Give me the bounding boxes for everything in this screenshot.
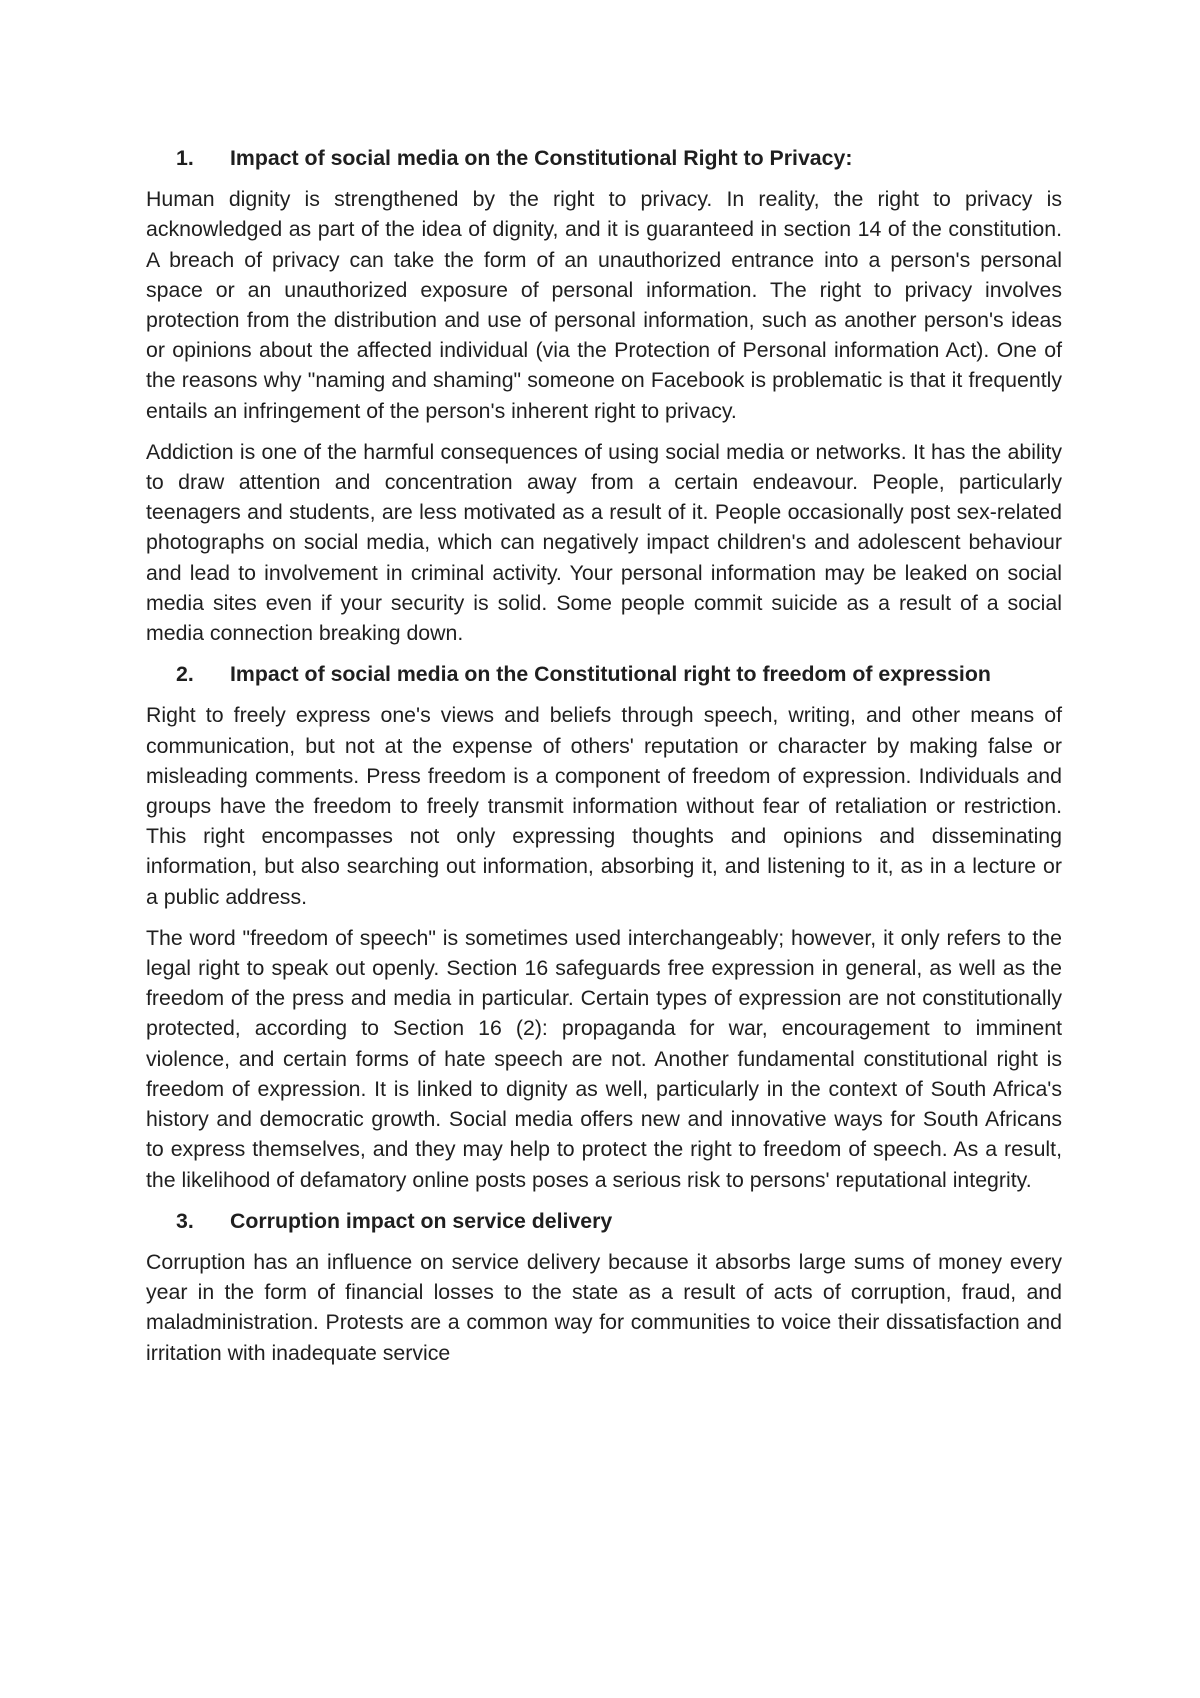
section-freedom-of-expression (146, 659, 1062, 1194)
section-heading (146, 143, 1062, 173)
section-number: 1. (176, 146, 194, 170)
paragraph: Corruption has an influence on service delivery because it absorbs large sums of money every year in the form of financial losses to the state as a result of acts of corruption, fraud, and maladministration. Protests are a common way for communities to voice their dissatisfaction and irritation with inadequate service (146, 1249, 1062, 1365)
section-title: Corruption impact on service delivery (230, 1208, 613, 1233)
section-heading (146, 659, 1062, 689)
paragraph: Addiction is one of the harmful consequences of using social media or networks. It has the ability to draw attention and concentration away from a certain endeavour. People, particularly teenagers and students, are less motivated as a result of it. People occasionally post sex-related photographs on social media, which can negatively impact children's and adolescent behaviour and lead to involvement in criminal activity. Your personal information may be leaked on social media sites even if your security is solid. Some people commit suicide as a result of a social media connection breaking down. (146, 439, 1062, 646)
paragraph: Human dignity is strengthened by the right to privacy. In reality, the right to privacy is acknowledged as part of the idea of dignity, and it is guaranteed in section 14 of the constitution. A breach of privacy can take the form of an unauthorized entrance into a person's personal space or an unauthorized exposure of personal information. The right to privacy involves protection from the distribution and use of personal information, such as another person's ideas or opinions about the affected individual (via the Protection of Personal information Act). One of the reasons why "naming and shaming" someone on Facebook is problematic is that it frequently entails an infringement of the person's inherent right to privacy. (146, 187, 1062, 423)
section-privacy (146, 143, 1062, 648)
section-number: 3. (176, 1208, 194, 1233)
section-title: Impact of social media on the Constitutional right to freedom of expression (230, 662, 991, 687)
section-number: 2. (176, 662, 194, 687)
paragraph: The word "freedom of speech" is sometimes used interchangeably; however, it only refers to the legal right to speak out openly. Section 16 safeguards free expression in general, as well as the freedom of the press and media in particular. Certain types of expression are not constitutionally protected, according to Section 16 (2): propaganda for war, encouragement to imminent violence, and certain forms of hate speech are not. Another fundamental constitutional right is freedom of expression. It is linked to dignity as well, particularly in the context of South Africa's history and democratic growth. Social media offers new and innovative ways for South Africans to express themselves, and they may help to protect the right to freedom of speech. As a result, the likelihood of defamatory online posts poses a serious risk to persons' reputational integrity. (146, 925, 1062, 1192)
section-heading (146, 1206, 1062, 1236)
section-title: Impact of social media on the Constitutional Right to Privacy: (230, 146, 853, 170)
document-body (146, 143, 1062, 1379)
paragraph: Right to freely express one's views and beliefs through speech, writing, and other means of communication, but not at the expense of others' reputation or character by making false or misleading comments. Press freedom is a component of freedom of expression. Individuals and groups have the freedom to freely transmit information without fear of retaliation or restriction. This right encompasses not only expressing thoughts and opinions and disseminating information, but also searching out information, absorbing it, and listening to it, as in a lecture or a public address. (146, 703, 1062, 909)
section-corruption (146, 1206, 1062, 1368)
